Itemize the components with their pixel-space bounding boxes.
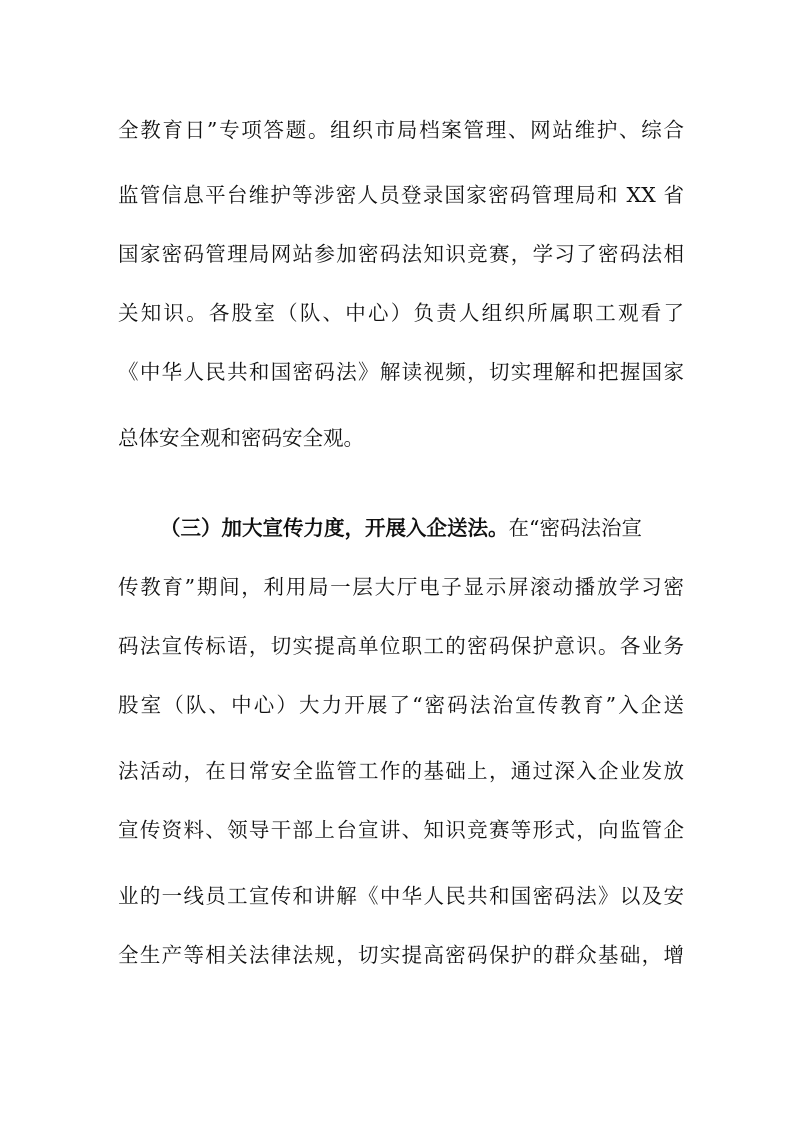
text-line: 关知识。各股室（队、中心）负责人组织所属职工观看了 [118,301,684,325]
section-heading: （三）加大宣传力度，开展入企送法。 [160,516,509,540]
text-line: 传教育”期间，利用局一层大厅电子显示屏滚动播放学习密 [118,575,684,599]
text-line: 码法宣传标语，切实提高单位职工的密码保护意识。各业务 [118,634,684,658]
text-line: 全生产等相关法律法规，切实提高密码保护的群众基础，增 [118,943,684,967]
text-line: 国家密码管理局网站参加密码法知识竞赛，学习了密码法相 [118,242,684,266]
text-line: 股室（队、中心）大力开展了“密码法治宣传教育”入企送 [118,693,684,717]
heading-continuation: 在“密码法治宣 [508,516,642,540]
paragraph-first-line [160,512,684,544]
text-line: 法活动，在日常安全监管工作的基础上，通过深入企业发放 [118,759,684,783]
text-line: 全教育日”专项答题。组织市局档案管理、网站维护、综合 [118,118,684,142]
text-line: 总体安全观和密码安全观。 [118,426,364,450]
text-line: 宣传资料、领导干部上台宣讲、知识竞赛等形式，向监管企 [118,818,684,842]
text-line: 《中华人民共和国密码法》解读视频，切实理解和把握国家 [118,360,684,384]
text-line: 业的一线员工宣传和讲解《中华人民共和国密码法》以及安 [118,884,684,908]
text-line: 监管信息平台维护等涉密人员登录国家密码管理局和 XX 省 [118,183,684,207]
